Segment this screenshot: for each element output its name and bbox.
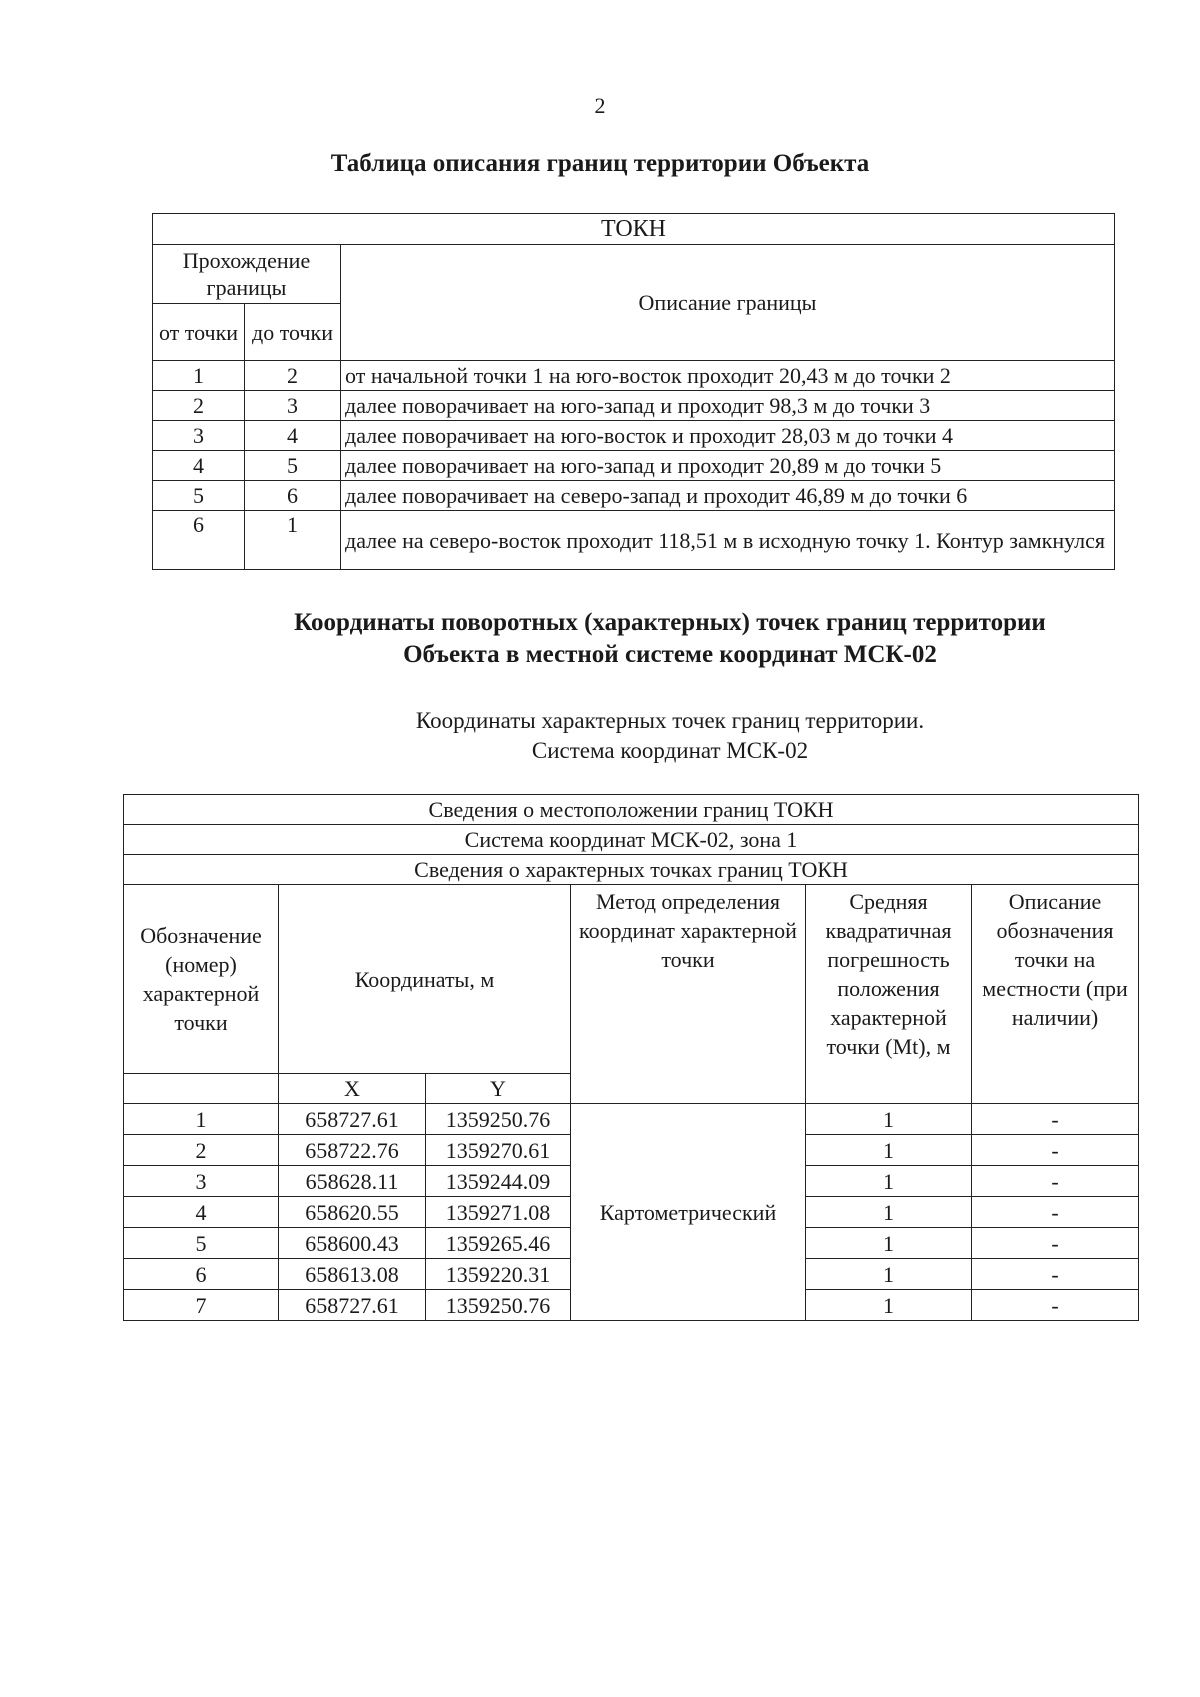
boundary-description: далее поворачивает на северо-запад и проходит 46,89 м до точки 6 [341, 481, 1115, 511]
method-header: Метод определения координат характерной точки [571, 885, 806, 1104]
coordinates-table [123, 794, 1139, 1321]
table-row [124, 1104, 1139, 1135]
boundary-table-title: Таблица описания границ территории Объекта [330, 150, 870, 177]
to-point: 4 [245, 421, 341, 451]
point-description: - [972, 1166, 1139, 1197]
point-number-header: Обозначение (номер) характерной точки [124, 885, 279, 1074]
object-header: ТОКН [153, 214, 1115, 245]
y-coordinate: 1359270.61 [426, 1135, 571, 1166]
point-description: - [972, 1197, 1139, 1228]
boundary-description: далее поворачивает на юго-запад и проходит 98,3 м до точки 3 [341, 391, 1115, 421]
mt-value: 1 [806, 1228, 972, 1259]
to-point: 6 [245, 481, 341, 511]
x-header: X [279, 1074, 426, 1104]
error-header: Средняя квадратичная погрешность положения характерной точки (Mt), м [806, 885, 972, 1104]
table-row [153, 391, 1115, 421]
point-description: - [972, 1135, 1139, 1166]
y-coordinate: 1359250.76 [426, 1290, 571, 1321]
mt-value: 1 [806, 1290, 972, 1321]
to-point: 2 [245, 361, 341, 391]
x-coordinate: 658722.76 [279, 1135, 426, 1166]
from-point: 1 [153, 361, 245, 391]
boundary-description: далее на северо-восток проходит 118,51 м в исходную точку 1. Контур замкнулся [341, 511, 1115, 570]
mt-value: 1 [806, 1197, 972, 1228]
table-row [153, 421, 1115, 451]
mt-value: 1 [806, 1135, 972, 1166]
mt-value: 1 [806, 1166, 972, 1197]
boundary-description-table [152, 213, 1115, 570]
empty-cell [124, 1074, 279, 1104]
boundary-description: далее поворачивает на юго-восток и проходит 28,03 м до точки 4 [341, 421, 1115, 451]
x-coordinate: 658600.43 [279, 1228, 426, 1259]
point-number: 3 [124, 1166, 279, 1197]
coordinates-subtitle-line1: Координаты характерных точек границ территории. [415, 708, 925, 733]
table-row [153, 511, 1115, 570]
coordinates-subtitle [0, 706, 1200, 766]
coordinate-system-header: Система координат МСК-02, зона 1 [124, 825, 1139, 855]
from-point: 4 [153, 451, 245, 481]
passage-header: Прохождение границы [153, 245, 341, 304]
from-point: 5 [153, 481, 245, 511]
x-coordinate: 658727.61 [279, 1290, 426, 1321]
point-number: 1 [124, 1104, 279, 1135]
coordinates-title-line2: Объекта в местной системе координат МСК-02 [403, 641, 937, 668]
method-value: Картометрический [571, 1104, 806, 1321]
characteristic-points-header: Сведения о характерных точках границ ТОКН [124, 855, 1139, 885]
location-info-header: Сведения о местоположении границ ТОКН [124, 795, 1139, 825]
point-number: 5 [124, 1228, 279, 1259]
y-coordinate: 1359271.08 [426, 1197, 571, 1228]
point-number: 6 [124, 1259, 279, 1290]
point-description: - [972, 1228, 1139, 1259]
point-number: 7 [124, 1290, 279, 1321]
boundary-description: от начальной точки 1 на юго-восток проходит 20,43 м до точки 2 [341, 361, 1115, 391]
mt-value: 1 [806, 1259, 972, 1290]
point-number: 2 [124, 1135, 279, 1166]
from-point-header: от точки [153, 304, 245, 361]
coordinates-header: Координаты, м [279, 885, 571, 1074]
from-point: 3 [153, 421, 245, 451]
to-point: 5 [245, 451, 341, 481]
to-point: 1 [245, 511, 341, 570]
x-coordinate: 658620.55 [279, 1197, 426, 1228]
y-coordinate: 1359220.31 [426, 1259, 571, 1290]
point-number: 4 [124, 1197, 279, 1228]
x-coordinate: 658613.08 [279, 1259, 426, 1290]
mt-value: 1 [806, 1104, 972, 1135]
to-point-header: до точки [245, 304, 341, 361]
point-description: - [972, 1259, 1139, 1290]
y-coordinate: 1359250.76 [426, 1104, 571, 1135]
coordinates-title [0, 607, 1200, 671]
x-coordinate: 658628.11 [279, 1166, 426, 1197]
coordinates-subtitle-line2: Система координат МСК-02 [531, 738, 809, 763]
y-header: Y [426, 1074, 571, 1104]
from-point: 6 [153, 511, 245, 570]
table-row [153, 481, 1115, 511]
x-coordinate: 658727.61 [279, 1104, 426, 1135]
table-row [153, 451, 1115, 481]
from-point: 2 [153, 391, 245, 421]
description-header: Описание границы [341, 245, 1115, 361]
point-description: - [972, 1104, 1139, 1135]
coordinates-title-line1: Координаты поворотных (характерных) точек границ территории [294, 609, 1046, 636]
y-coordinate: 1359244.09 [426, 1166, 571, 1197]
table-row [153, 361, 1115, 391]
point-description: - [972, 1290, 1139, 1321]
to-point: 3 [245, 391, 341, 421]
description-header: Описание обозначения точки на местности (при наличии) [972, 885, 1139, 1104]
boundary-description: далее поворачивает на юго-запад и проходит 20,89 м до точки 5 [341, 451, 1115, 481]
y-coordinate: 1359265.46 [426, 1228, 571, 1259]
page-number: 2 [594, 93, 606, 118]
